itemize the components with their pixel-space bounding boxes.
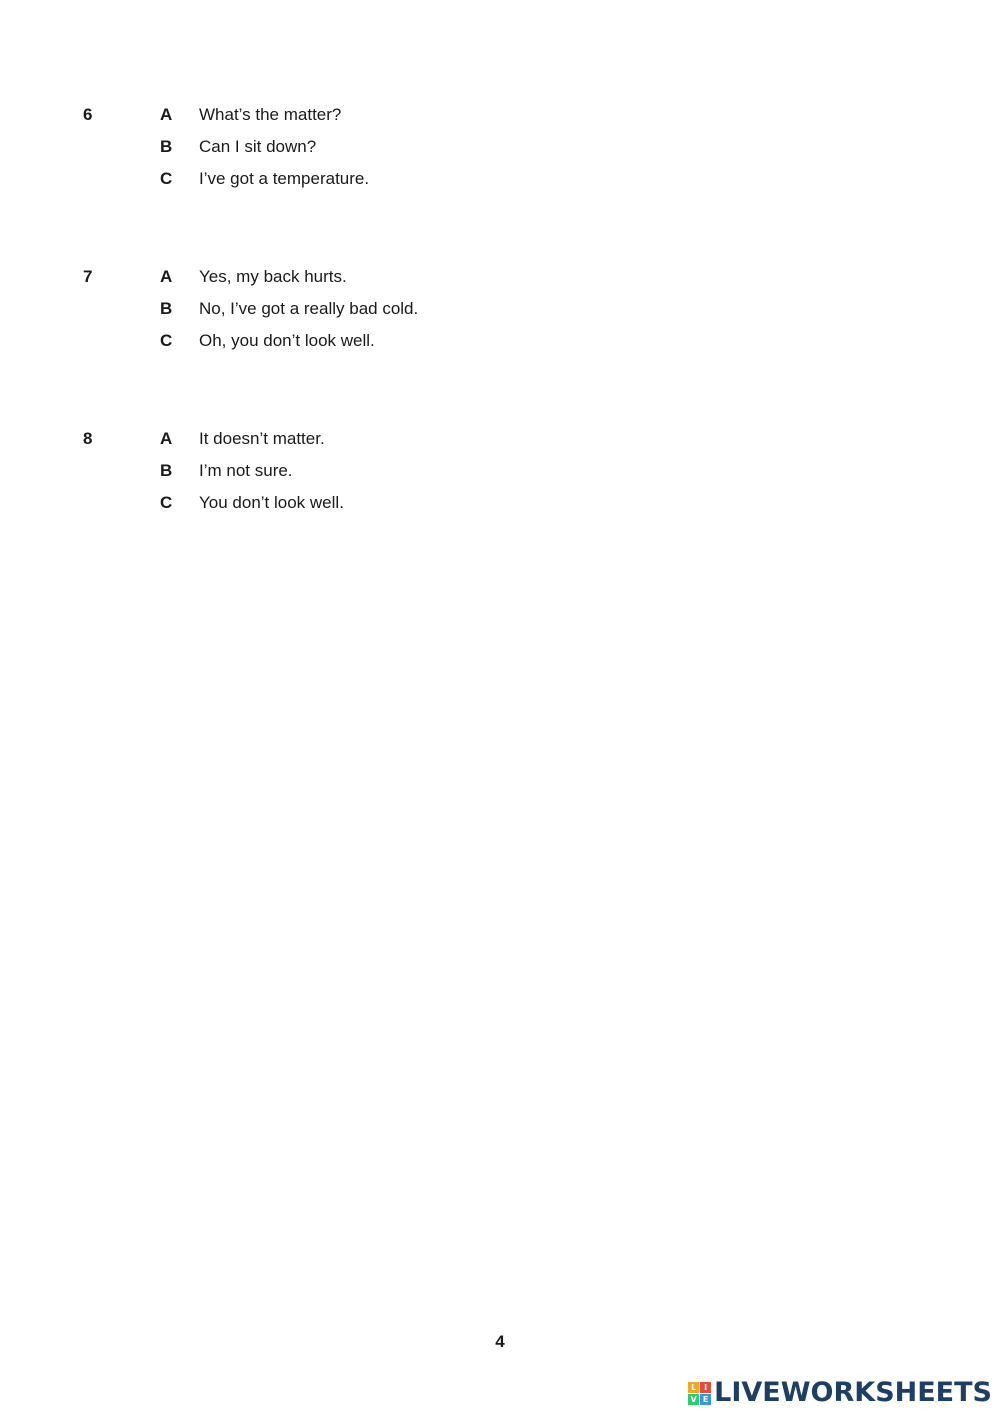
liveworksheets-brand [688,1376,992,1410]
option-b[interactable] [0,299,1000,321]
option-letter: A [160,429,173,448]
option-c[interactable] [0,493,1000,515]
option-b[interactable] [0,137,1000,159]
liveworksheets-logo-icon [688,1382,711,1405]
option-letter: A [160,267,173,286]
logo-tile-v: V [688,1394,699,1405]
option-c[interactable] [0,331,1000,353]
option-letter: C [160,331,173,350]
option-letter: B [160,137,173,156]
question-number: 8 [83,429,93,448]
option-a[interactable] [0,267,1000,289]
option-letter: B [160,461,173,480]
option-a[interactable] [0,429,1000,451]
option-letter: B [160,299,173,318]
brand-name: LIVEWORKSHEETS [714,1377,992,1408]
option-text: It doesn’t matter. [199,429,325,448]
option-text: Can I sit down? [199,137,317,156]
question-number: 7 [83,267,93,286]
question-number: 6 [83,105,93,124]
option-text: What’s the matter? [199,105,342,124]
logo-tile-i: I [700,1382,711,1393]
page-number: 4 [495,1332,505,1351]
option-letter: C [160,493,173,512]
option-text: No, I’ve got a really bad cold. [199,299,419,318]
option-text: Oh, you don’t look well. [199,331,375,350]
option-text: You don’t look well. [199,493,344,512]
option-c[interactable] [0,169,1000,191]
option-b[interactable] [0,461,1000,483]
option-a[interactable] [0,105,1000,127]
logo-tile-e: E [700,1394,711,1405]
option-text: Yes, my back hurts. [199,267,347,286]
option-letter: C [160,169,173,188]
logo-tile-l: L [688,1382,699,1393]
option-text: I’m not sure. [199,461,293,480]
option-text: I’ve got a temperature. [199,169,370,188]
option-letter: A [160,105,173,124]
